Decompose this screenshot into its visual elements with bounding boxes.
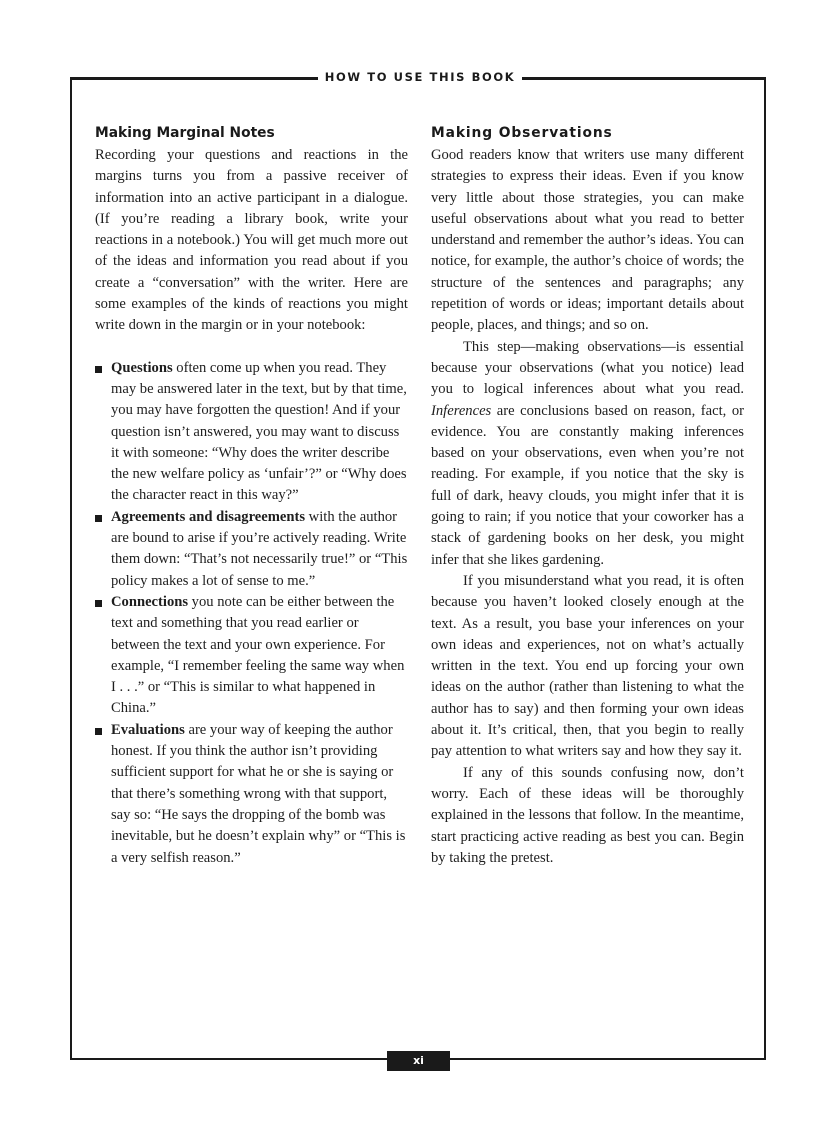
header-rule-right <box>522 77 766 80</box>
list-item-term: Agreements and disagreements <box>111 508 306 525</box>
header-rule-left <box>70 77 318 80</box>
bullet-square-icon <box>95 728 102 735</box>
bullet-square-icon <box>95 515 102 522</box>
list-item-term: Questions <box>111 359 173 376</box>
observations-paragraph-4: If any of this sounds confusing now, don’t worry. Each of these ideas will be thoroughly explained in the lessons that follow. In the meantime, start practicing active reading as best you can. Begin by taking the pretest. <box>431 764 744 866</box>
observations-paragraph-3: If you misunderstand what you read, it is often because you haven’t looked closely enough at the text. As a result, you base your inferences on your own ideas and experiences, not on what’s actually written in the text. You end up forcing your own ideas on the author (rather than listening to what the author has to say) and then forming your own ideas about it. It’s critical, then, that you begin to really pay attention to what writers say and how they say it. <box>431 572 744 760</box>
observations-paragraph-1: Good readers know that writers use many different strategies to express their ideas. Even if you know very little about those strategies, you can make useful observations about what you read to better understand and remember the author’s ideas. You can notice, for example, the author’s choice of words; the structure of the sentences and paragraphs; any repetition of words or ideas; important details about people, places, and things; and so on. <box>431 147 744 334</box>
list-item-text: you note can be either between the text and something that you read earlier or between the text and your own experience. For example, “I remember feeling the same way when I . . .” or “This is similar to what happened in China.” <box>111 593 405 717</box>
bullet-square-icon <box>95 600 102 607</box>
list-item <box>95 507 408 592</box>
bullet-square-icon <box>95 366 102 373</box>
section-heading-observations: Making Observations <box>431 125 613 141</box>
list-item <box>95 592 408 720</box>
reaction-list <box>95 358 408 869</box>
list-item-term: Evaluations <box>111 721 185 738</box>
list-item <box>95 358 408 507</box>
list-item <box>95 720 408 869</box>
paragraph-text: are conclusions based on reason, fact, or evidence. You are constantly making inferences based on your observations, even when you’re not reading. For example, if you notice that the sky is full of dark, heavy clouds, you might infer that it is going to rain; if you notice that your coworker has a stack of gardening books on her desk, you might infer that she likes gardening. <box>431 402 744 568</box>
section-heading-marginal-notes: Making Marginal Notes <box>95 125 275 141</box>
emphasis-term: Inferences <box>431 402 492 419</box>
marginal-notes-intro: Recording your questions and reactions in the margins turns you from a passive receiver of information into an active participant in a dialogue. (If you’re reading a library book, write your reactions in a notebook.) You will get much more out of the ideas and information you read about if you create a “conversation” with the writer. Here are some examples of the kinds of reactions you might write down in the margin or in your notebook: <box>95 147 408 334</box>
right-column <box>431 123 744 869</box>
list-item-term: Connections <box>111 593 189 610</box>
observations-paragraph-2 <box>431 337 744 571</box>
list-item-text: with the author are bound to arise if you’re actively reading. Write them down: “That’s not necessarily true!” or “This policy makes a lot of sense to me.” <box>111 508 408 589</box>
running-head: HOW TO USE THIS BOOK <box>324 70 516 84</box>
list-item-text: are your way of keeping the author honest. If you think the author isn’t providing sufficient support for what he or she is saying or that there’s something wrong with that support, say so: “He says the dropping of the bomb was inevitable, but he doesn’t explain why” or “This is a very selfish reason.” <box>111 721 406 866</box>
page-number: xi <box>387 1051 450 1071</box>
paragraph-text: This step—making observations—is essential because your observations (what you notice) lead you to logical inferences about what you read. <box>431 338 744 398</box>
left-column <box>95 123 408 869</box>
list-item-text: often come up when you read. They may be answered later in the text, but by that time, you may have forgotten the question! And if your question isn’t answered, you may want to discuss it with someone: “Why does the writer describe the new welfare policy as ‘unfair’?” or “Why does the character react in this way?” <box>111 359 407 504</box>
